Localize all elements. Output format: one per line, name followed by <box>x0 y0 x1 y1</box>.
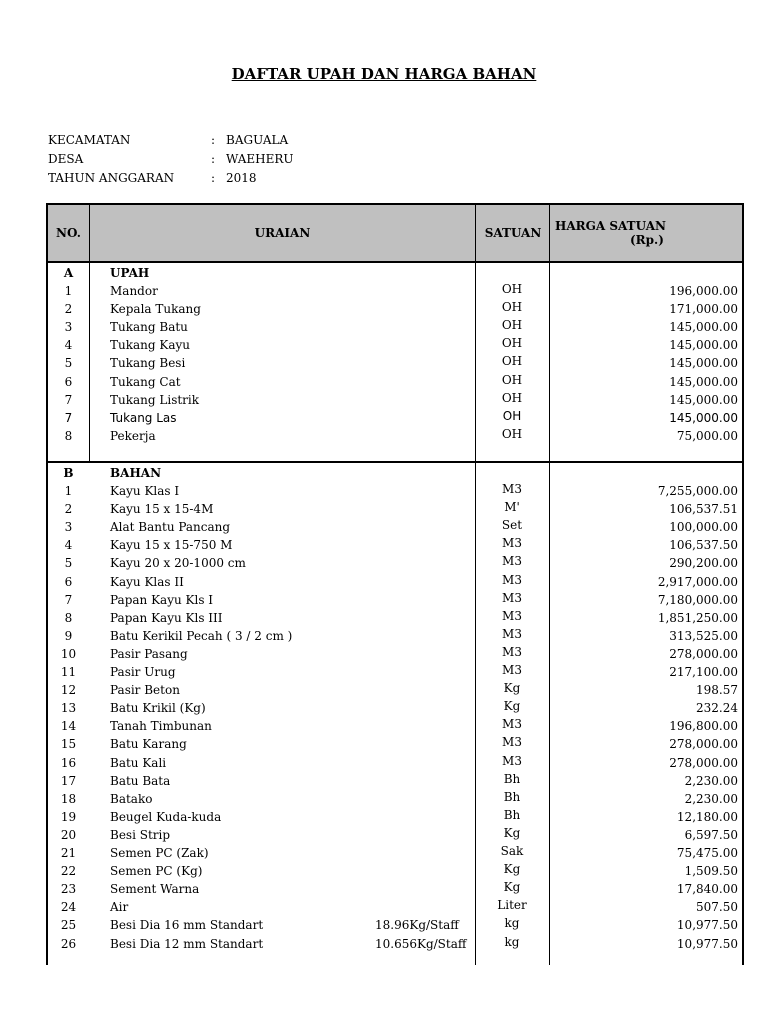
table-row <box>48 934 742 955</box>
cell-no: 3 <box>64 520 73 535</box>
table-row <box>48 320 742 338</box>
cell-satuan: Sak <box>500 844 524 858</box>
cell-satuan: Liter <box>497 898 527 913</box>
cell-uraian: Batu Kerikil Pecah ( 3 / 2 cm ) <box>110 628 293 643</box>
cell-no: 7 <box>64 592 73 607</box>
table-row <box>48 356 742 374</box>
cell-no: 6 <box>64 374 73 389</box>
cell-uraian: Kayu Klas I <box>110 484 180 498</box>
table-row <box>48 390 742 411</box>
cell-harga: 75,475.00 <box>676 846 738 860</box>
cell-uraian: Batu Kali <box>110 755 167 770</box>
price-table <box>46 203 744 965</box>
cell-satuan: Kg <box>503 862 521 877</box>
cell-no: 8 <box>64 610 73 625</box>
cell-uraian: Pasir Urug <box>110 665 176 679</box>
cell-uraian: Kayu 20 x 20-1000 cm <box>110 556 246 571</box>
cell-satuan: Kg <box>503 699 521 714</box>
cell-no: B <box>63 466 74 480</box>
table-row <box>48 665 742 683</box>
cell-no: 13 <box>60 701 77 716</box>
cell-harga: 145,000.00 <box>669 374 738 389</box>
cell-satuan: OH <box>501 336 523 351</box>
table-row <box>48 864 742 882</box>
cell-no: 3 <box>64 320 73 335</box>
cell-harga: 145,000.00 <box>669 410 738 425</box>
document-title: DAFTAR UPAH DAN HARGA BAHAN <box>231 65 537 83</box>
header-uraian: URAIAN <box>254 226 311 240</box>
table-row <box>48 825 742 846</box>
cell-no: 2 <box>64 302 73 317</box>
cell-uraian: Alat Bantu Pancang <box>110 520 231 535</box>
cell-harga: 75,000.00 <box>676 428 738 443</box>
cell-satuan: Bh <box>503 789 521 804</box>
cell-satuan: OH <box>501 318 523 333</box>
cell-no: 14 <box>60 719 77 734</box>
cell-harga: 1,851,250.00 <box>657 610 738 625</box>
meta-value: BAGUALA <box>226 133 289 147</box>
cell-uraian: Kepala Tukang <box>110 302 201 317</box>
cell-no: 26 <box>60 936 77 951</box>
cell-uraian: Batu Bata <box>110 773 171 788</box>
cell-uraian: Mandor <box>110 284 158 298</box>
cell-no: 11 <box>60 665 77 679</box>
cell-harga: 12,180.00 <box>676 809 738 824</box>
cell-uraian: Besi Strip <box>110 827 171 842</box>
cell-no: 15 <box>60 737 77 752</box>
cell-harga: 145,000.00 <box>669 392 738 407</box>
cell-no: 25 <box>60 918 77 933</box>
cell-uraian: Air <box>110 900 129 915</box>
table-row <box>48 789 742 810</box>
cell-no: 6 <box>64 574 73 589</box>
cell-harga: 7,180,000.00 <box>657 592 738 607</box>
cell-uraian: Kayu 15 x 15-750 M <box>110 538 233 553</box>
table-row <box>48 556 742 574</box>
table-row <box>48 737 742 755</box>
table-row <box>48 900 742 918</box>
table-row <box>48 608 742 629</box>
table-row <box>48 572 742 593</box>
meta-value: 2018 <box>226 171 257 185</box>
cell-no: 22 <box>60 864 77 879</box>
cell-satuan: Kg <box>503 880 521 895</box>
cell-uraian: Pasir Pasang <box>110 646 188 661</box>
cell-uraian: Semen PC (Zak) <box>110 846 209 860</box>
cell-uraian: Tukang Besi <box>110 356 186 371</box>
cell-no: 20 <box>60 827 77 842</box>
cell-satuan: OH <box>501 300 523 315</box>
cell-harga: 106,537.50 <box>669 538 738 553</box>
cell-no: 8 <box>64 428 73 443</box>
cell-harga: 290,200.00 <box>669 556 738 571</box>
cell-harga: 2,230.00 <box>684 773 738 788</box>
cell-satuan: OH <box>501 354 523 369</box>
header-no: NO. <box>56 226 81 240</box>
cell-no: 18 <box>60 791 77 806</box>
table-row <box>48 408 742 429</box>
cell-satuan: OH <box>501 426 523 441</box>
cell-no: 1 <box>64 484 73 498</box>
cell-harga: 100,000.00 <box>669 520 738 535</box>
table-row <box>48 701 742 719</box>
cell-uraian: Besi Dia 16 mm Standart <box>110 918 264 933</box>
table-row <box>48 520 742 538</box>
cell-harga: 196,800.00 <box>669 719 738 734</box>
cell-no: 21 <box>60 846 77 860</box>
table-row <box>48 882 742 900</box>
table-row <box>48 302 742 320</box>
cell-no: 9 <box>64 628 73 643</box>
cell-uraian: Papan Kayu Kls I <box>110 592 214 607</box>
header-harga-line1: HARGA SATUAN <box>555 219 666 233</box>
cell-uraian: Tukang Cat <box>110 374 181 389</box>
cell-no: 5 <box>64 556 73 571</box>
table-row <box>48 719 742 737</box>
cell-no: 12 <box>60 683 77 698</box>
cell-satuan: M3 <box>502 554 522 569</box>
cell-harga: 10,977.50 <box>676 936 738 951</box>
cell-no: 7 <box>64 392 73 407</box>
cell-satuan: M3 <box>502 572 522 587</box>
table-row <box>48 846 742 864</box>
table-row <box>48 502 742 520</box>
cell-harga: 145,000.00 <box>669 320 738 335</box>
cell-uraian: Tukang Kayu <box>110 338 191 353</box>
meta-colon: : <box>211 152 216 166</box>
cell-satuan: M' <box>504 500 520 515</box>
cell-harga: 10,977.50 <box>676 918 738 933</box>
cell-harga: 232.24 <box>696 701 738 716</box>
cell-uraian: Kayu Klas II <box>110 574 184 589</box>
table-row <box>48 753 742 774</box>
section-header-row <box>48 466 742 484</box>
cell-no: 1 <box>64 284 73 298</box>
cell-uraian: Tukang Las <box>110 410 177 425</box>
cell-satuan: kg <box>504 934 520 949</box>
cell-no: A <box>63 266 74 280</box>
meta-key: KECAMATAN <box>48 133 131 147</box>
table-row <box>48 284 742 302</box>
section-divider <box>48 461 742 463</box>
cell-satuan: OH <box>501 282 523 296</box>
cell-no: 24 <box>60 900 77 915</box>
meta-colon: : <box>211 171 216 185</box>
cell-satuan: Kg <box>503 825 521 840</box>
cell-harga: 278,000.00 <box>669 646 738 661</box>
cell-uraian: UPAH <box>110 266 150 280</box>
cell-no: 16 <box>60 755 77 770</box>
cell-uraian: Batu Karang <box>110 737 187 752</box>
cell-no: 7 <box>64 410 73 425</box>
cell-no: 19 <box>60 809 77 824</box>
section-header-row <box>48 266 742 284</box>
cell-satuan: Bh <box>503 807 521 822</box>
table-row <box>48 590 742 611</box>
cell-satuan: M3 <box>502 590 522 605</box>
cell-harga: 2,230.00 <box>684 791 738 806</box>
cell-no: 5 <box>64 356 73 371</box>
cell-uraian: Tukang Listrik <box>110 392 200 407</box>
cell-harga: 6,597.50 <box>684 827 738 842</box>
meta-key: TAHUN ANGGARAN <box>48 171 175 185</box>
cell-satuan: OH <box>501 390 523 405</box>
cell-harga: 196,000.00 <box>669 284 738 298</box>
meta-colon: : <box>211 133 216 147</box>
table-row <box>48 626 742 647</box>
cell-harga: 145,000.00 <box>669 356 738 371</box>
table-row <box>48 644 742 665</box>
table-row <box>48 683 742 701</box>
table-row <box>48 338 742 356</box>
cell-harga: 313,525.00 <box>669 628 738 643</box>
header-harga-line2: (Rp.) <box>630 233 664 247</box>
table-row <box>48 771 742 792</box>
cell-uraian: Tanah Timbunan <box>110 719 212 734</box>
header-satuan: SATUAN <box>484 226 542 240</box>
cell-satuan: M3 <box>502 626 522 641</box>
cell-no: 4 <box>64 338 73 353</box>
cell-harga: 217,100.00 <box>669 665 738 679</box>
cell-satuan: M3 <box>502 663 522 677</box>
cell-satuan: Bh <box>503 771 521 786</box>
cell-satuan: Kg <box>503 681 521 696</box>
cell-satuan: M3 <box>502 482 522 496</box>
table-header <box>48 205 742 263</box>
cell-satuan: OH <box>501 372 523 387</box>
cell-uraian: Pekerja <box>110 428 156 443</box>
cell-harga: 2,917,000.00 <box>657 574 738 589</box>
table-row <box>48 807 742 828</box>
cell-uraian: Kayu 15 x 15-4M <box>110 502 214 517</box>
cell-harga: 145,000.00 <box>669 338 738 353</box>
cell-uraian: Pasir Beton <box>110 683 180 698</box>
cell-uraian: BAHAN <box>110 466 162 480</box>
cell-uraian: Beugel Kuda-kuda <box>110 809 222 824</box>
cell-satuan: M3 <box>502 536 522 551</box>
table-row <box>48 918 742 936</box>
cell-no: 4 <box>64 538 73 553</box>
cell-satuan: M3 <box>502 608 522 623</box>
cell-extra: 10.656Kg/Staff <box>375 936 467 951</box>
meta-value: WAEHERU <box>226 152 294 166</box>
cell-uraian: Sement Warna <box>110 882 200 897</box>
cell-extra: 18.96Kg/Staff <box>375 918 459 933</box>
cell-uraian: Batu Krikil (Kg) <box>110 701 206 716</box>
cell-harga: 278,000.00 <box>669 737 738 752</box>
table-row <box>48 372 742 393</box>
cell-satuan: M3 <box>502 644 522 659</box>
table-row <box>48 538 742 556</box>
cell-harga: 1,509.50 <box>684 864 738 879</box>
cell-no: 2 <box>64 502 73 517</box>
table-row <box>48 426 742 447</box>
cell-no: 17 <box>60 773 77 788</box>
cell-no: 10 <box>60 646 77 661</box>
cell-satuan: M3 <box>502 735 522 750</box>
cell-satuan: kg <box>504 916 520 931</box>
cell-uraian: Besi Dia 12 mm Standart <box>110 936 264 951</box>
cell-no: 23 <box>60 882 77 897</box>
cell-uraian: Tukang Batu <box>110 320 188 335</box>
cell-satuan: M3 <box>502 753 522 768</box>
cell-uraian: Papan Kayu Kls III <box>110 610 223 625</box>
meta-key: DESA <box>48 152 84 166</box>
cell-harga: 507.50 <box>696 900 738 915</box>
cell-satuan: M3 <box>502 717 522 732</box>
cell-uraian: Batako <box>110 791 153 806</box>
cell-harga: 278,000.00 <box>669 755 738 770</box>
cell-harga: 171,000.00 <box>669 302 738 317</box>
cell-satuan: OH <box>502 408 522 423</box>
cell-satuan: Set <box>501 518 523 533</box>
cell-harga: 106,537.51 <box>669 502 738 517</box>
cell-harga: 7,255,000.00 <box>657 484 738 498</box>
table-row <box>48 484 742 502</box>
cell-harga: 17,840.00 <box>676 882 738 897</box>
cell-uraian: Semen PC (Kg) <box>110 864 203 879</box>
cell-harga: 198.57 <box>696 683 738 698</box>
